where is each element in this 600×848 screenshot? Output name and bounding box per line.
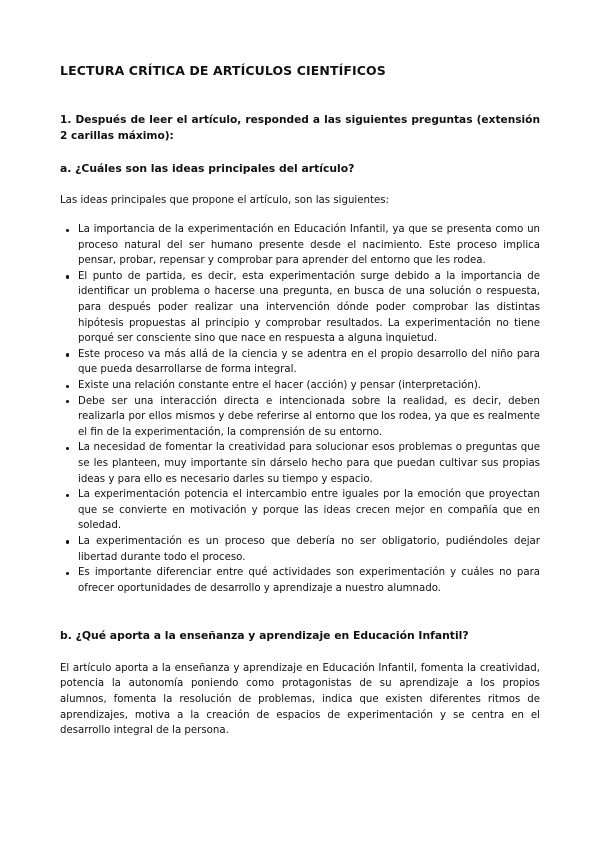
bullet-icon bbox=[66, 540, 69, 543]
list-item-text: Debe ser una interacción directa e intencionada sobre la realidad, es decir, deben realizarla por ellos mismos y debe referirse al entorno que los rodea, ya que es realmente el fin de la experimentación, la comprensión de su entorno. bbox=[78, 395, 540, 438]
list-item-text: La experimentación es un proceso que debería no ser obligatorio, pudiéndoles dejar libertad durante todo el proceso. bbox=[78, 535, 540, 563]
section-a-heading: a. ¿Cuáles son las ideas principales del artículo? bbox=[60, 162, 355, 175]
bullet-icon bbox=[66, 385, 69, 388]
list-item-text: Existe una relación constante entre el hacer (acción) y pensar (interpretación). bbox=[78, 380, 482, 392]
section-b-paragraph: El artículo aporta a la enseñanza y aprendizaje en Educación Infantil, fomenta la creatividad, potencia la autonomía poniendo como protagonistas de su aprendizaje a los propios alumnos, fomenta la resolución de problemas, indica que existen diferentes ritmos de aprendizajes, motiva a la creación de espacios de experimentación y se centra en el desarrollo integral de la persona. bbox=[60, 662, 540, 737]
list-item-text: El punto de partida, es decir, esta experimentación surge debido a la importancia de identificar un problema o hacerse una pregunta, en busca de una solución o respuesta, para después poder realizar una intervención dónde poder comprobar las distintas hipótesis propuestas al principio y comprobar resultados. La experimentación no tiene porqué ser consciente sino que nace en respuesta a alguna inquietud. bbox=[78, 270, 540, 345]
list-item-text: La importancia de la experimentación en Educación Infantil, ya que se presenta como un proceso natural del ser humano presente desde el nacimiento. Este proceso implica pensar, probar, repensar y comprobar para aprender del entorno que les rodea. bbox=[78, 224, 540, 267]
list-item-text: Este proceso va más allá de la ciencia y se adentra en el propio desarrollo del niño para que pueda desarrollarse de forma integral. bbox=[78, 348, 540, 376]
list-item-text: Es importante diferenciar entre qué actividades son experimentación y cuáles no para ofrecer oportunidades de desarrollo y aprendizaje a nuestro alumnado. bbox=[78, 567, 540, 594]
list-item bbox=[60, 347, 540, 378]
question-1: 1. Después de leer el artículo, responded a las siguientes preguntas (extensión 2 carillas máximo): bbox=[60, 114, 540, 142]
bullet-icon bbox=[66, 275, 69, 278]
bullet-icon bbox=[66, 229, 69, 232]
list-item bbox=[60, 269, 540, 347]
bullet-icon bbox=[66, 353, 69, 356]
document-title: LECTURA CRÍTICA DE ARTÍCULOS CIENTÍFICOS bbox=[60, 63, 386, 78]
bullet-icon bbox=[66, 572, 69, 575]
section-b-heading: b. ¿Qué aporta a la enseñanza y aprendizaje en Educación Infantil? bbox=[60, 629, 469, 643]
ideas-list bbox=[60, 222, 540, 596]
list-item bbox=[60, 534, 540, 565]
section-a-intro: Las ideas principales que propone el artículo, son las siguientes: bbox=[60, 194, 389, 206]
bullet-icon bbox=[66, 447, 69, 450]
list-item bbox=[60, 394, 540, 441]
list-item bbox=[60, 440, 540, 487]
list-item bbox=[60, 487, 540, 534]
bullet-icon bbox=[66, 494, 69, 497]
list-item bbox=[60, 222, 540, 269]
list-item bbox=[60, 565, 540, 596]
list-item-text: La necesidad de fomentar la creatividad para solucionar esos problemas o preguntas que se les planteen, muy importante sin dárselo hecho para que puedan cultivar sus propias ideas y para ello es necesario darles su tiempo y espacio. bbox=[78, 442, 540, 485]
document-page bbox=[60, 62, 540, 739]
list-item-text: La experimentación potencia el intercambio entre iguales por la emoción que proyectan que se convierte en motivación y porque las ideas crecen mejor en compañía que en soledad. bbox=[78, 489, 540, 532]
list-item bbox=[60, 378, 540, 394]
bullet-icon bbox=[66, 400, 69, 403]
